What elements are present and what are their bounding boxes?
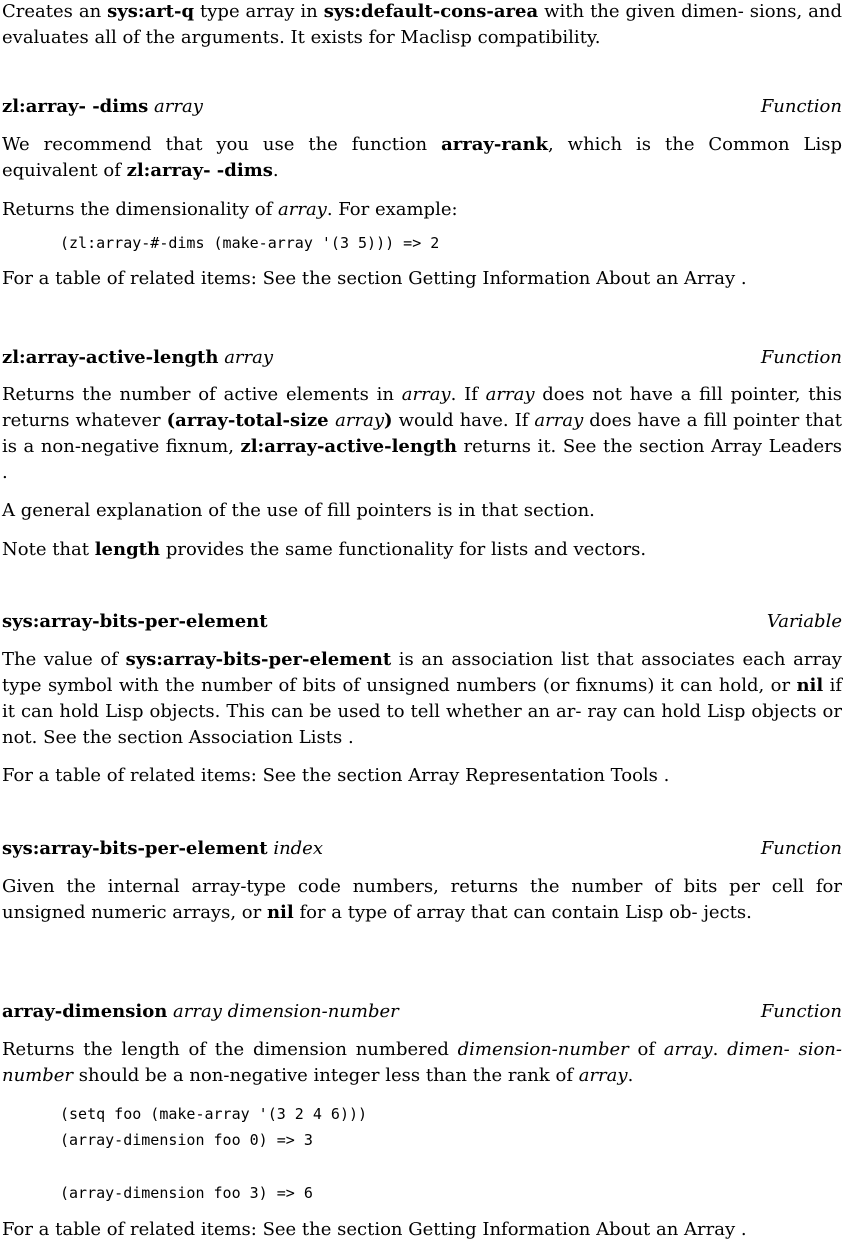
entry2-name: zl:array-active-length bbox=[2, 347, 219, 368]
entry3-heading bbox=[2, 609, 842, 635]
intro-paragraph bbox=[2, 0, 842, 51]
entry1-kind: Function bbox=[760, 96, 842, 117]
entry2-note-text-2: provides the same functionality for lists and vectors. bbox=[160, 539, 647, 560]
entry2-italic-1: array bbox=[401, 384, 451, 405]
intro-bold-1: sys:art-q bbox=[107, 1, 195, 22]
entry5-heading bbox=[2, 999, 842, 1025]
entry1-returns-text-2: . For example: bbox=[326, 199, 458, 220]
entry5-code-line-1: (setq foo (make-array '(3 2 4 6))) bbox=[60, 1105, 368, 1123]
entry2-italic-4: array bbox=[534, 410, 584, 431]
entry5-italic-3: dimen- sion-number bbox=[2, 1039, 842, 1086]
entry5-name: array-dimension bbox=[2, 1001, 168, 1022]
entry1-recommend-text-1: We recommend that you use the function bbox=[2, 134, 442, 155]
entry5-text-1: Returns the length of the dimension numbered bbox=[2, 1039, 458, 1060]
entry1-returns-text-1: Returns the dimensionality of bbox=[2, 199, 278, 220]
entry3-kind: Variable bbox=[766, 611, 842, 632]
intro-text-3: with the given dimen- sions, and evaluates all of the arguments. It exists for Maclisp compatibility. bbox=[2, 1, 843, 48]
intro-bold-2: sys:default-cons-area bbox=[323, 1, 539, 22]
entry2-general: A general explanation of the use of fill pointers is in that section. bbox=[2, 500, 595, 521]
entry5-code-line-3: (array-dimension foo 3) => 6 bbox=[60, 1184, 313, 1202]
entry1-heading bbox=[2, 94, 842, 120]
entry2-note-bold: length bbox=[94, 539, 161, 560]
entry1-returns-italic: array bbox=[278, 199, 327, 220]
entry1-name: zl:array- -dims bbox=[2, 96, 149, 117]
entry1-signature bbox=[2, 94, 203, 120]
entry2-text-3: does not have a fill pointer, this returns whatever bbox=[2, 384, 843, 431]
entry5-italic-1: dimension-number bbox=[457, 1039, 629, 1060]
entry3-bold-2: nil bbox=[796, 675, 824, 696]
entry5-signature bbox=[2, 999, 399, 1025]
entry2-bold-3: zl:array-active-length bbox=[240, 436, 457, 457]
entry2-text-4: would have. If bbox=[392, 410, 535, 431]
entry4-signature bbox=[2, 836, 323, 862]
entry5-italic-2: array bbox=[663, 1039, 713, 1060]
entry2-bold-2: ) bbox=[384, 410, 393, 431]
entry5-kind: Function bbox=[760, 1001, 842, 1022]
entry4-heading bbox=[2, 836, 842, 862]
entry5-related: For a table of related items: See the section Getting Information About an Array . bbox=[2, 1219, 747, 1240]
entry4-text-1: Given the internal array-type code numbers, returns the number of bits per cell for unsigned numeric arrays, or bbox=[2, 876, 842, 923]
entry4-bold-1: nil bbox=[266, 902, 294, 923]
entry1-related: For a table of related items: See the section Getting Information About an Array . bbox=[2, 268, 747, 289]
entry2-italic-2: array bbox=[485, 384, 535, 405]
entry2-text-5: does have a fill pointer that is a non-negative fixnum, bbox=[2, 410, 842, 457]
entry5-italic-4: array bbox=[578, 1065, 628, 1086]
entry2-body bbox=[2, 382, 842, 486]
entry4-text-2: for a type of array that can contain Lisp ob- jects. bbox=[293, 902, 752, 923]
entry5-text-3: . bbox=[712, 1039, 728, 1060]
entry2-note-text-1: Note that bbox=[2, 539, 95, 560]
entry2-italic-3: array bbox=[335, 410, 385, 431]
entry2-text-1: Returns the number of active elements in bbox=[2, 384, 402, 405]
entry2-text-2: . If bbox=[450, 384, 486, 405]
entry1-recommend-text-3: . bbox=[272, 160, 279, 181]
entry5-text-2: of bbox=[628, 1039, 664, 1060]
entry2-signature bbox=[2, 345, 273, 371]
intro-text-2: type array in bbox=[194, 1, 324, 22]
entry5-body bbox=[2, 1037, 842, 1089]
entry3-bold-1: sys:array-bits-per-element bbox=[125, 649, 392, 670]
entry1-arg: array bbox=[154, 96, 203, 117]
entry1-recommend bbox=[2, 132, 842, 184]
entry2-kind: Function bbox=[760, 347, 842, 368]
entry1-recommend-bold-1: array-rank bbox=[441, 134, 549, 155]
entry3-related: For a table of related items: See the section Array Representation Tools . bbox=[2, 765, 670, 786]
entry1-code-example: (zl:array-#-dims (make-array '(3 5))) => 2 bbox=[60, 234, 440, 252]
entry4-arg: index bbox=[273, 838, 323, 859]
entry5-args: array dimension-number bbox=[173, 1001, 399, 1022]
entry3-text-2: is an association list that associates each array type symbol with the number of bits of unsigned numbers (or fixnums) it can hold, or bbox=[2, 649, 842, 696]
entry5-code-line-2: (array-dimension foo 0) => 3 bbox=[60, 1131, 313, 1149]
entry4-kind: Function bbox=[760, 838, 842, 859]
entry2-heading bbox=[2, 345, 842, 371]
intro-text-1: Creates an bbox=[2, 1, 108, 22]
entry3-text-3: if it can hold Lisp objects. This can be used to tell whether an ar- ray can hold Lisp objects or not. See the section Association Lists . bbox=[2, 675, 843, 748]
entry4-name: sys:array-bits-per-element bbox=[2, 838, 268, 859]
entry2-bold-1: (array-total-size bbox=[166, 410, 336, 431]
entry3-name: sys:array-bits-per-element bbox=[2, 611, 268, 632]
entry3-text-1: The value of bbox=[2, 649, 126, 670]
entry3-body bbox=[2, 647, 842, 751]
entry2-arg: array bbox=[224, 347, 274, 368]
entry5-text-5: . bbox=[627, 1065, 634, 1086]
entry2-note bbox=[2, 537, 842, 563]
entry4-body bbox=[2, 874, 842, 926]
entry1-recommend-text-2: , which is the Common Lisp equivalent of bbox=[2, 134, 843, 181]
entry1-recommend-bold-2: zl:array- -dims bbox=[126, 160, 273, 181]
entry2-text-6: returns it. See the section Array Leaders . bbox=[2, 436, 842, 483]
entry1-returns bbox=[2, 197, 842, 223]
entry5-text-4: should be a non-negative integer less than the rank of bbox=[73, 1065, 579, 1086]
